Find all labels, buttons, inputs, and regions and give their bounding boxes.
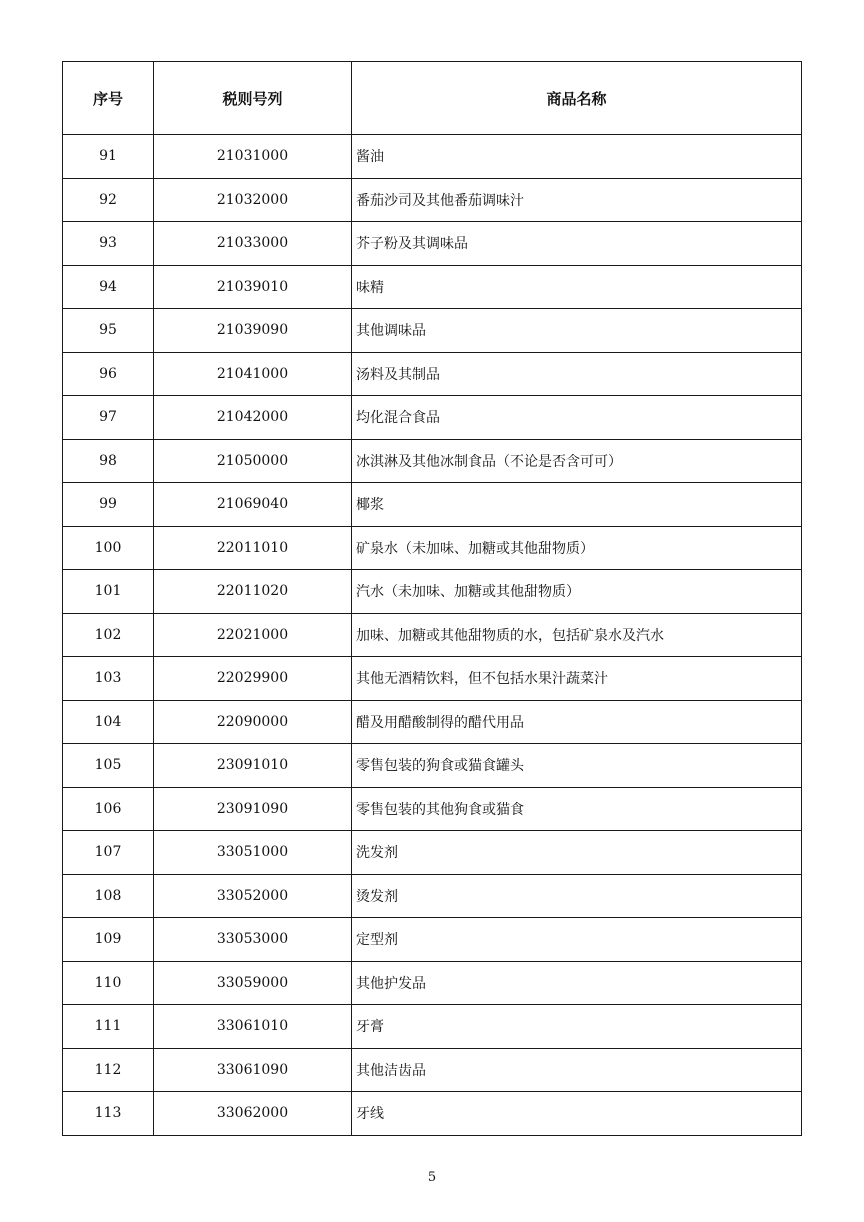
table-row	[63, 265, 802, 309]
tariff-code-cell: 23091010	[154, 744, 352, 788]
table-row	[63, 657, 802, 701]
serial-number-cell: 96	[63, 352, 154, 396]
tariff-code-cell: 22029900	[154, 657, 352, 701]
product-name-cell: 零售包装的狗食或猫食罐头	[352, 744, 802, 788]
table-row	[63, 570, 802, 614]
tariff-code-cell: 33052000	[154, 874, 352, 918]
table-row	[63, 222, 802, 266]
tariff-code-cell: 21042000	[154, 396, 352, 440]
serial-number-cell: 100	[63, 526, 154, 570]
table-row	[63, 483, 802, 527]
tariff-code-cell: 33061090	[154, 1048, 352, 1092]
table-row	[63, 352, 802, 396]
serial-number-cell: 101	[63, 570, 154, 614]
tariff-code-cell: 21039010	[154, 265, 352, 309]
table-header-row	[63, 62, 802, 135]
serial-number-cell: 112	[63, 1048, 154, 1092]
table-row	[63, 396, 802, 440]
tariff-code-cell: 22090000	[154, 700, 352, 744]
table-row	[63, 309, 802, 353]
table-row	[63, 613, 802, 657]
serial-number-cell: 92	[63, 178, 154, 222]
table-row	[63, 1092, 802, 1136]
product-name-cell: 洗发剂	[352, 831, 802, 875]
product-name-cell: 均化混合食品	[352, 396, 802, 440]
table-row	[63, 178, 802, 222]
tariff-code-cell: 21031000	[154, 135, 352, 179]
product-name-cell: 加味、加糖或其他甜物质的水，包括矿泉水及汽水	[352, 613, 802, 657]
product-name-cell: 芥子粉及其调味品	[352, 222, 802, 266]
table-row	[63, 874, 802, 918]
product-name-cell: 牙线	[352, 1092, 802, 1136]
product-name-cell: 其他洁齿品	[352, 1048, 802, 1092]
serial-number-cell: 99	[63, 483, 154, 527]
table-row	[63, 961, 802, 1005]
product-name-cell: 矿泉水（未加味、加糖或其他甜物质）	[352, 526, 802, 570]
table-row	[63, 526, 802, 570]
table-row	[63, 831, 802, 875]
tariff-code-cell: 22021000	[154, 613, 352, 657]
table-row	[63, 439, 802, 483]
product-name-cell: 椰浆	[352, 483, 802, 527]
serial-number-cell: 97	[63, 396, 154, 440]
serial-number-cell: 91	[63, 135, 154, 179]
tariff-code-cell: 21069040	[154, 483, 352, 527]
tariff-code-cell: 33061010	[154, 1005, 352, 1049]
serial-number-cell: 95	[63, 309, 154, 353]
serial-number-cell: 94	[63, 265, 154, 309]
table-body	[63, 135, 802, 1136]
product-name-cell: 零售包装的其他狗食或猫食	[352, 787, 802, 831]
header-serial-number: 序号	[63, 62, 154, 135]
table-row	[63, 744, 802, 788]
table-row	[63, 1048, 802, 1092]
table-row	[63, 135, 802, 179]
tariff-code-cell: 21039090	[154, 309, 352, 353]
serial-number-cell: 107	[63, 831, 154, 875]
tariff-code-cell: 22011010	[154, 526, 352, 570]
tariff-code-cell: 23091090	[154, 787, 352, 831]
table-row	[63, 787, 802, 831]
tariff-code-cell: 21033000	[154, 222, 352, 266]
tariff-code-cell: 22011020	[154, 570, 352, 614]
serial-number-cell: 111	[63, 1005, 154, 1049]
tariff-code-cell: 21050000	[154, 439, 352, 483]
table-row	[63, 918, 802, 962]
product-name-cell: 酱油	[352, 135, 802, 179]
product-name-cell: 定型剂	[352, 918, 802, 962]
tariff-code-cell: 21041000	[154, 352, 352, 396]
serial-number-cell: 109	[63, 918, 154, 962]
serial-number-cell: 106	[63, 787, 154, 831]
product-name-cell: 牙膏	[352, 1005, 802, 1049]
header-tariff-code: 税则号列	[154, 62, 352, 135]
serial-number-cell: 108	[63, 874, 154, 918]
product-name-cell: 醋及用醋酸制得的醋代用品	[352, 700, 802, 744]
serial-number-cell: 98	[63, 439, 154, 483]
header-product-name: 商品名称	[352, 62, 802, 135]
tariff-code-cell: 21032000	[154, 178, 352, 222]
product-name-cell: 其他护发品	[352, 961, 802, 1005]
tariff-code-cell: 33053000	[154, 918, 352, 962]
page-number: 5	[427, 1170, 437, 1185]
table-row	[63, 700, 802, 744]
product-name-cell: 汤料及其制品	[352, 352, 802, 396]
serial-number-cell: 93	[63, 222, 154, 266]
tariff-code-cell: 33062000	[154, 1092, 352, 1136]
tariff-code-cell: 33051000	[154, 831, 352, 875]
product-name-cell: 烫发剂	[352, 874, 802, 918]
product-name-cell: 冰淇淋及其他冰制食品（不论是否含可可）	[352, 439, 802, 483]
serial-number-cell: 113	[63, 1092, 154, 1136]
serial-number-cell: 110	[63, 961, 154, 1005]
serial-number-cell: 104	[63, 700, 154, 744]
product-name-cell: 其他调味品	[352, 309, 802, 353]
product-name-cell: 汽水（未加味、加糖或其他甜物质）	[352, 570, 802, 614]
tariff-table	[62, 61, 802, 1136]
table-row	[63, 1005, 802, 1049]
serial-number-cell: 102	[63, 613, 154, 657]
product-name-cell: 其他无酒精饮料，但不包括水果汁蔬菜汁	[352, 657, 802, 701]
product-name-cell: 味精	[352, 265, 802, 309]
tariff-code-cell: 33059000	[154, 961, 352, 1005]
serial-number-cell: 103	[63, 657, 154, 701]
serial-number-cell: 105	[63, 744, 154, 788]
product-name-cell: 番茄沙司及其他番茄调味汁	[352, 178, 802, 222]
